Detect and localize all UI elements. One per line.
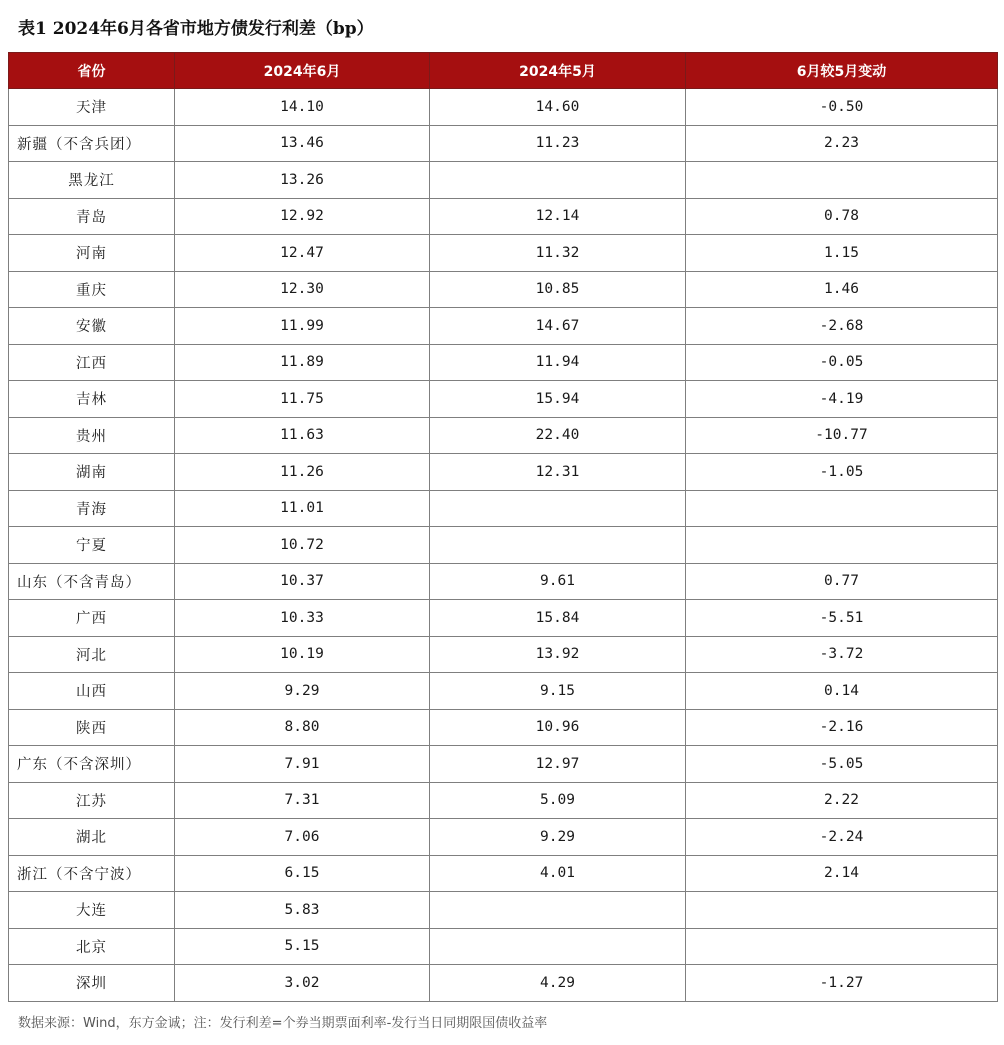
province-cell: 贵州	[9, 417, 175, 454]
province-cell: 吉林	[9, 381, 175, 418]
change-cell: -0.05	[686, 344, 998, 381]
may-2024-cell	[430, 490, 686, 527]
province-cell: 天津	[9, 89, 175, 126]
table-row	[9, 600, 998, 637]
province-cell: 河北	[9, 636, 175, 673]
may-2024-cell: 4.29	[430, 965, 686, 1002]
change-cell: 0.78	[686, 198, 998, 235]
province-cell: 陕西	[9, 709, 175, 746]
may-2024-cell: 11.32	[430, 235, 686, 272]
may-2024-cell: 12.14	[430, 198, 686, 235]
province-cell: 青海	[9, 490, 175, 527]
table-title: 表1 2024年6月各省市地方债发行利差（bp）	[18, 19, 374, 39]
change-cell: -0.50	[686, 89, 998, 126]
jun-2024-cell: 8.80	[175, 709, 430, 746]
source-note: 数据来源：Wind，东方金诚；注：发行利差=个券当期票面利率-发行当日同期限国债收益率	[18, 1016, 548, 1031]
jun-2024-cell: 10.37	[175, 563, 430, 600]
table-row	[9, 89, 998, 126]
table-row	[9, 563, 998, 600]
may-2024-cell: 10.85	[430, 271, 686, 308]
may-2024-cell: 5.09	[430, 782, 686, 819]
jun-2024-cell: 12.92	[175, 198, 430, 235]
jun-2024-cell: 10.72	[175, 527, 430, 564]
province-cell: 青岛	[9, 198, 175, 235]
change-cell: -3.72	[686, 636, 998, 673]
table-row	[9, 855, 998, 892]
may-2024-cell: 9.61	[430, 563, 686, 600]
table-row	[9, 928, 998, 965]
may-2024-cell: 11.94	[430, 344, 686, 381]
change-cell	[686, 162, 998, 199]
may-2024-cell: 13.92	[430, 636, 686, 673]
may-2024-cell	[430, 527, 686, 564]
table-row	[9, 892, 998, 929]
table-row	[9, 636, 998, 673]
table-row	[9, 198, 998, 235]
province-cell: 广东（不含深圳）	[9, 746, 175, 783]
province-cell: 湖北	[9, 819, 175, 856]
may-2024-cell: 15.84	[430, 600, 686, 637]
may-2024-cell	[430, 892, 686, 929]
may-2024-cell: 11.23	[430, 125, 686, 162]
change-cell: -2.16	[686, 709, 998, 746]
jun-2024-cell: 14.10	[175, 89, 430, 126]
jun-2024-cell: 10.33	[175, 600, 430, 637]
province-cell: 河南	[9, 235, 175, 272]
may-2024-cell	[430, 928, 686, 965]
table-body	[9, 89, 998, 1002]
table-row	[9, 162, 998, 199]
jun-2024-cell: 10.19	[175, 636, 430, 673]
table-row	[9, 746, 998, 783]
jun-2024-cell: 12.47	[175, 235, 430, 272]
change-cell	[686, 928, 998, 965]
table-row	[9, 125, 998, 162]
jun-2024-cell: 5.83	[175, 892, 430, 929]
table-row	[9, 308, 998, 345]
change-cell	[686, 527, 998, 564]
header-change: 6月较5月变动	[686, 53, 998, 89]
province-cell: 浙江（不含宁波）	[9, 855, 175, 892]
jun-2024-cell: 12.30	[175, 271, 430, 308]
may-2024-cell: 14.60	[430, 89, 686, 126]
change-cell: 1.46	[686, 271, 998, 308]
province-cell: 重庆	[9, 271, 175, 308]
table-row	[9, 673, 998, 710]
province-cell: 广西	[9, 600, 175, 637]
jun-2024-cell: 11.01	[175, 490, 430, 527]
table-row	[9, 454, 998, 491]
jun-2024-cell: 7.91	[175, 746, 430, 783]
may-2024-cell: 9.29	[430, 819, 686, 856]
change-cell	[686, 490, 998, 527]
table-row	[9, 344, 998, 381]
table-row	[9, 709, 998, 746]
province-cell: 湖南	[9, 454, 175, 491]
province-cell: 江苏	[9, 782, 175, 819]
province-cell: 山西	[9, 673, 175, 710]
jun-2024-cell: 7.31	[175, 782, 430, 819]
change-cell: -1.05	[686, 454, 998, 491]
may-2024-cell: 12.31	[430, 454, 686, 491]
table-header-row	[9, 53, 998, 89]
may-2024-cell	[430, 162, 686, 199]
jun-2024-cell: 3.02	[175, 965, 430, 1002]
change-cell: -5.51	[686, 600, 998, 637]
spread-table	[8, 52, 998, 1002]
table-row	[9, 782, 998, 819]
jun-2024-cell: 11.75	[175, 381, 430, 418]
province-cell: 新疆（不含兵团）	[9, 125, 175, 162]
table-row	[9, 819, 998, 856]
header-may-2024: 2024年5月	[430, 53, 686, 89]
may-2024-cell: 4.01	[430, 855, 686, 892]
province-cell: 大连	[9, 892, 175, 929]
table-row	[9, 490, 998, 527]
jun-2024-cell: 11.26	[175, 454, 430, 491]
table-row	[9, 271, 998, 308]
may-2024-cell: 15.94	[430, 381, 686, 418]
province-cell: 山东（不含青岛）	[9, 563, 175, 600]
may-2024-cell: 10.96	[430, 709, 686, 746]
table-row	[9, 965, 998, 1002]
jun-2024-cell: 5.15	[175, 928, 430, 965]
change-cell: 1.15	[686, 235, 998, 272]
header-province: 省份	[9, 53, 175, 89]
province-cell: 黑龙江	[9, 162, 175, 199]
may-2024-cell: 14.67	[430, 308, 686, 345]
table-row	[9, 417, 998, 454]
header-jun-2024: 2024年6月	[175, 53, 430, 89]
jun-2024-cell: 13.26	[175, 162, 430, 199]
province-cell: 安徽	[9, 308, 175, 345]
province-cell: 江西	[9, 344, 175, 381]
may-2024-cell: 12.97	[430, 746, 686, 783]
change-cell: -10.77	[686, 417, 998, 454]
change-cell: 0.14	[686, 673, 998, 710]
change-cell: -1.27	[686, 965, 998, 1002]
change-cell: -5.05	[686, 746, 998, 783]
table-row	[9, 527, 998, 564]
may-2024-cell: 9.15	[430, 673, 686, 710]
jun-2024-cell: 11.89	[175, 344, 430, 381]
change-cell: 2.14	[686, 855, 998, 892]
province-cell: 深圳	[9, 965, 175, 1002]
change-cell: -2.24	[686, 819, 998, 856]
jun-2024-cell: 13.46	[175, 125, 430, 162]
change-cell: -4.19	[686, 381, 998, 418]
change-cell: 2.23	[686, 125, 998, 162]
change-cell: 0.77	[686, 563, 998, 600]
jun-2024-cell: 9.29	[175, 673, 430, 710]
change-cell	[686, 892, 998, 929]
jun-2024-cell: 11.63	[175, 417, 430, 454]
table-row	[9, 381, 998, 418]
jun-2024-cell: 6.15	[175, 855, 430, 892]
may-2024-cell: 22.40	[430, 417, 686, 454]
jun-2024-cell: 7.06	[175, 819, 430, 856]
change-cell: 2.22	[686, 782, 998, 819]
change-cell: -2.68	[686, 308, 998, 345]
province-cell: 北京	[9, 928, 175, 965]
table-row	[9, 235, 998, 272]
province-cell: 宁夏	[9, 527, 175, 564]
jun-2024-cell: 11.99	[175, 308, 430, 345]
